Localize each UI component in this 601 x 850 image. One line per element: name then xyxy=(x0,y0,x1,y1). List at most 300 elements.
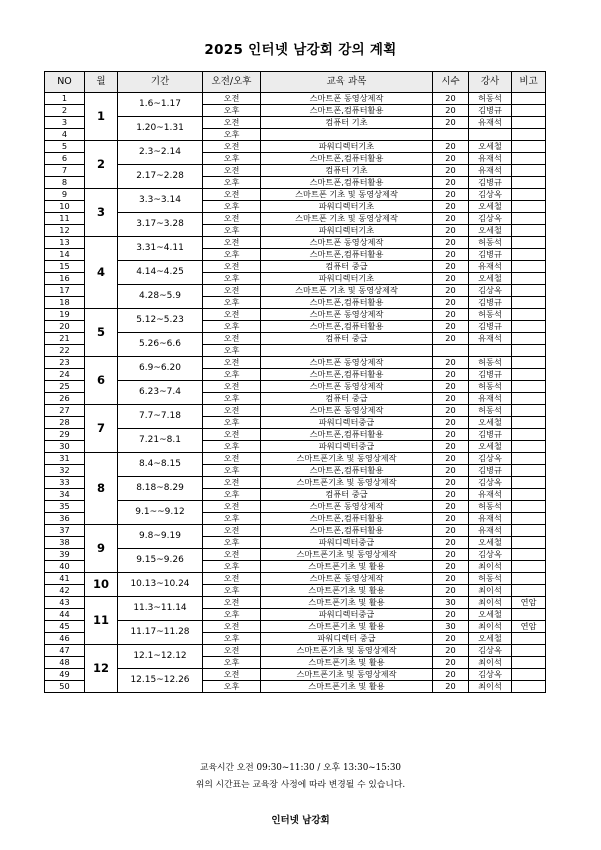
subject-cell: 스마트폰,컴퓨터활용 xyxy=(261,249,433,261)
subject-cell: 컴퓨터 기초 xyxy=(261,165,433,177)
instructor-cell: 오세철 xyxy=(469,273,512,285)
instructor-cell: 김상옥 xyxy=(469,549,512,561)
ampm-cell: 오전 xyxy=(203,429,261,441)
hours-cell: 30 xyxy=(433,597,469,609)
hours-cell: 20 xyxy=(433,141,469,153)
row-number: 2 xyxy=(45,105,85,117)
subject-cell: 스마트폰,컴퓨터활용 xyxy=(261,465,433,477)
instructor-cell xyxy=(469,129,512,141)
note-cell xyxy=(512,249,546,261)
header-row xyxy=(45,72,546,93)
instructor-cell: 허동석 xyxy=(469,405,512,417)
subject-cell: 컴퓨터 중급 xyxy=(261,393,433,405)
hours-cell: 20 xyxy=(433,573,469,585)
note-cell xyxy=(512,93,546,105)
subject-cell: 스마트폰,컴퓨터활용 xyxy=(261,177,433,189)
table-row xyxy=(45,213,546,225)
row-number: 15 xyxy=(45,261,85,273)
instructor-cell: 김상옥 xyxy=(469,285,512,297)
table-row xyxy=(45,501,546,513)
note-cell xyxy=(512,141,546,153)
subject-cell: 스마트폰기초 및 활용 xyxy=(261,561,433,573)
subject-cell: 파워디렉터중급 xyxy=(261,537,433,549)
note-cell xyxy=(512,633,546,645)
row-number: 33 xyxy=(45,477,85,489)
subject-cell: 스마트폰 기초 및 동영상제작 xyxy=(261,189,433,201)
table-row xyxy=(45,381,546,393)
table-row xyxy=(45,429,546,441)
period-cell: 7.21~8.1 xyxy=(118,429,203,453)
note-cell xyxy=(512,429,546,441)
subject-cell: 스마트폰 동영상제작 xyxy=(261,237,433,249)
table-row xyxy=(45,645,546,657)
row-number: 30 xyxy=(45,441,85,453)
hours-cell: 20 xyxy=(433,93,469,105)
row-number: 32 xyxy=(45,465,85,477)
hours-cell: 20 xyxy=(433,657,469,669)
hours-cell: 20 xyxy=(433,213,469,225)
period-cell: 12.15~12.26 xyxy=(118,669,203,693)
instructor-cell: 유재석 xyxy=(469,333,512,345)
note-cell xyxy=(512,177,546,189)
ampm-cell: 오전 xyxy=(203,93,261,105)
note-cell xyxy=(512,477,546,489)
month-cell: 12 xyxy=(85,645,118,693)
note-cell xyxy=(512,225,546,237)
hours-cell: 20 xyxy=(433,633,469,645)
page-title: 2025 인터넷 남강회 강의 계획 xyxy=(204,42,397,58)
note-cell xyxy=(512,537,546,549)
table-row xyxy=(45,405,546,417)
hours-cell: 20 xyxy=(433,609,469,621)
ampm-cell: 오후 xyxy=(203,153,261,165)
ampm-cell: 오전 xyxy=(203,501,261,513)
ampm-cell: 오전 xyxy=(203,117,261,129)
hours-cell: 20 xyxy=(433,429,469,441)
hours-cell: 20 xyxy=(433,105,469,117)
hours-cell: 20 xyxy=(433,585,469,597)
period-cell: 9.1~~9.12 xyxy=(118,501,203,525)
ampm-cell: 오전 xyxy=(203,645,261,657)
hours-cell: 20 xyxy=(433,501,469,513)
ampm-cell: 오후 xyxy=(203,633,261,645)
instructor-cell: 김상옥 xyxy=(469,645,512,657)
row-number: 25 xyxy=(45,381,85,393)
month-cell: 4 xyxy=(85,237,118,309)
header-note: 비고 xyxy=(512,72,546,93)
note-cell xyxy=(512,609,546,621)
instructor-cell: 김상옥 xyxy=(469,453,512,465)
subject-cell: 스마트폰 동영상제작 xyxy=(261,573,433,585)
instructor-cell: 김병규 xyxy=(469,177,512,189)
hours-cell: 20 xyxy=(433,405,469,417)
subject-cell: 스마트폰기초 및 활용 xyxy=(261,681,433,693)
ampm-cell: 오후 xyxy=(203,465,261,477)
ampm-cell: 오전 xyxy=(203,213,261,225)
instructor-cell: 유재석 xyxy=(469,489,512,501)
ampm-cell: 오후 xyxy=(203,105,261,117)
row-number: 17 xyxy=(45,285,85,297)
hours-cell: 20 xyxy=(433,441,469,453)
row-number: 45 xyxy=(45,621,85,633)
row-number: 23 xyxy=(45,357,85,369)
note-cell xyxy=(512,369,546,381)
instructor-cell: 김상옥 xyxy=(469,477,512,489)
instructor-cell: 김병규 xyxy=(469,369,512,381)
row-number: 3 xyxy=(45,117,85,129)
table-row xyxy=(45,333,546,345)
period-cell: 10.13~10.24 xyxy=(118,573,203,597)
instructor-cell: 최이석 xyxy=(469,681,512,693)
ampm-cell: 오전 xyxy=(203,621,261,633)
period-cell: 6.23~7.4 xyxy=(118,381,203,405)
table-row xyxy=(45,549,546,561)
header-no: NO xyxy=(45,72,85,93)
hours-cell: 20 xyxy=(433,681,469,693)
instructor-cell: 김병규 xyxy=(469,429,512,441)
note-cell xyxy=(512,237,546,249)
ampm-cell: 오전 xyxy=(203,453,261,465)
table-row xyxy=(45,237,546,249)
row-number: 27 xyxy=(45,405,85,417)
hours-cell: 20 xyxy=(433,165,469,177)
row-number: 35 xyxy=(45,501,85,513)
subject-cell: 파워디렉터 중급 xyxy=(261,633,433,645)
row-number: 44 xyxy=(45,609,85,621)
instructor-cell: 김병규 xyxy=(469,465,512,477)
table-row xyxy=(45,285,546,297)
instructor-cell: 유재석 xyxy=(469,261,512,273)
ampm-cell: 오후 xyxy=(203,201,261,213)
period-cell: 2.17~2.28 xyxy=(118,165,203,189)
subject-cell: 스마트폰 동영상제작 xyxy=(261,405,433,417)
row-number: 40 xyxy=(45,561,85,573)
period-cell: 1.20~1.31 xyxy=(118,117,203,141)
ampm-cell: 오전 xyxy=(203,405,261,417)
note-cell xyxy=(512,453,546,465)
subject-cell: 파워디렉터기초 xyxy=(261,273,433,285)
ampm-cell: 오후 xyxy=(203,441,261,453)
table-row xyxy=(45,525,546,537)
subject-cell: 스마트폰기초 및 동영상제작 xyxy=(261,477,433,489)
period-cell: 3.31~4.11 xyxy=(118,237,203,261)
row-number: 1 xyxy=(45,93,85,105)
subject-cell: 파워디렉터기초 xyxy=(261,201,433,213)
subject-cell: 컴퓨터 기초 xyxy=(261,117,433,129)
note-cell xyxy=(512,261,546,273)
subject-cell: 스마트폰,컴퓨터활용 xyxy=(261,105,433,117)
row-number: 37 xyxy=(45,525,85,537)
subject-cell: 스마트폰기초 및 활용 xyxy=(261,621,433,633)
instructor-cell: 오세철 xyxy=(469,201,512,213)
subject-cell: 스마트폰기초 및 동영상제작 xyxy=(261,549,433,561)
hours-cell: 20 xyxy=(433,513,469,525)
period-cell: 8.18~8.29 xyxy=(118,477,203,501)
subject-cell: 스마트폰,컴퓨터활용 xyxy=(261,525,433,537)
subject-cell: 파워디렉터중급 xyxy=(261,441,433,453)
ampm-cell: 오후 xyxy=(203,393,261,405)
row-number: 31 xyxy=(45,453,85,465)
note-cell xyxy=(512,285,546,297)
row-number: 19 xyxy=(45,309,85,321)
ampm-cell: 오전 xyxy=(203,237,261,249)
row-number: 48 xyxy=(45,657,85,669)
hours-cell: 20 xyxy=(433,273,469,285)
ampm-cell: 오전 xyxy=(203,285,261,297)
ampm-cell: 오후 xyxy=(203,129,261,141)
note-cell xyxy=(512,657,546,669)
note-cell xyxy=(512,333,546,345)
hours-cell: 20 xyxy=(433,645,469,657)
note-cell xyxy=(512,501,546,513)
ampm-cell: 오전 xyxy=(203,597,261,609)
hours-cell: 20 xyxy=(433,393,469,405)
ampm-cell: 오후 xyxy=(203,561,261,573)
month-cell: 8 xyxy=(85,453,118,525)
note-cell xyxy=(512,273,546,285)
period-cell: 9.8~9.19 xyxy=(118,525,203,549)
note-cell xyxy=(512,153,546,165)
note-cell xyxy=(512,465,546,477)
row-number: 36 xyxy=(45,513,85,525)
hours-cell: 20 xyxy=(433,153,469,165)
subject-cell: 스마트폰 동영상제작 xyxy=(261,381,433,393)
row-number: 47 xyxy=(45,645,85,657)
row-number: 50 xyxy=(45,681,85,693)
instructor-cell: 오세철 xyxy=(469,225,512,237)
subject-cell: 파워디렉터기초 xyxy=(261,141,433,153)
ampm-cell: 오후 xyxy=(203,321,261,333)
period-cell: 11.3~11.14 xyxy=(118,597,203,621)
row-number: 4 xyxy=(45,129,85,141)
note-cell xyxy=(512,489,546,501)
month-cell: 9 xyxy=(85,525,118,573)
hours-cell: 20 xyxy=(433,561,469,573)
header-ampm: 오전/오후 xyxy=(203,72,261,93)
table-row xyxy=(45,597,546,609)
note-cell xyxy=(512,297,546,309)
period-cell: 12.1~12.12 xyxy=(118,645,203,669)
header-instructor: 강사 xyxy=(469,72,512,93)
instructor-cell: 유재석 xyxy=(469,117,512,129)
table-row xyxy=(45,669,546,681)
subject-cell: 컴퓨터 중급 xyxy=(261,489,433,501)
note-cell xyxy=(512,393,546,405)
instructor-cell: 허동석 xyxy=(469,237,512,249)
instructor-cell: 최이석 xyxy=(469,585,512,597)
month-cell: 10 xyxy=(85,573,118,597)
row-number: 21 xyxy=(45,333,85,345)
hours-cell: 20 xyxy=(433,549,469,561)
subject-cell: 스마트폰기초 및 동영상제작 xyxy=(261,645,433,657)
ampm-cell: 오후 xyxy=(203,297,261,309)
period-cell: 6.9~6.20 xyxy=(118,357,203,381)
month-cell: 3 xyxy=(85,189,118,237)
hours-cell: 20 xyxy=(433,537,469,549)
note-cell xyxy=(512,117,546,129)
hours-cell: 20 xyxy=(433,189,469,201)
instructor-cell: 김상옥 xyxy=(469,669,512,681)
subject-cell: 스마트폰,컴퓨터활용 xyxy=(261,513,433,525)
ampm-cell: 오전 xyxy=(203,333,261,345)
note-cell xyxy=(512,309,546,321)
period-cell: 8.4~8.15 xyxy=(118,453,203,477)
period-cell: 11.17~11.28 xyxy=(118,621,203,645)
organization-name: 인터넷 남강회 xyxy=(271,815,330,826)
ampm-cell: 오후 xyxy=(203,681,261,693)
hours-cell: 20 xyxy=(433,669,469,681)
table-row xyxy=(45,621,546,633)
row-number: 29 xyxy=(45,429,85,441)
period-cell: 5.26~6.6 xyxy=(118,333,203,357)
note-cell xyxy=(512,525,546,537)
note-cell xyxy=(512,645,546,657)
month-cell: 11 xyxy=(85,597,118,645)
row-number: 20 xyxy=(45,321,85,333)
subject-cell: 스마트폰기초 및 활용 xyxy=(261,585,433,597)
period-cell: 4.28~5.9 xyxy=(118,285,203,309)
instructor-cell xyxy=(469,345,512,357)
instructor-cell: 유재석 xyxy=(469,165,512,177)
row-number: 5 xyxy=(45,141,85,153)
note-cell xyxy=(512,129,546,141)
month-cell: 1 xyxy=(85,93,118,141)
note-cell xyxy=(512,573,546,585)
row-number: 39 xyxy=(45,549,85,561)
ampm-cell: 오전 xyxy=(203,189,261,201)
table-row xyxy=(45,453,546,465)
ampm-cell: 오전 xyxy=(203,357,261,369)
hours-cell: 30 xyxy=(433,621,469,633)
ampm-cell: 오전 xyxy=(203,165,261,177)
ampm-cell: 오전 xyxy=(203,141,261,153)
hours-cell: 20 xyxy=(433,477,469,489)
subject-cell xyxy=(261,129,433,141)
notes xyxy=(0,760,601,794)
subject-cell: 스마트폰,컴퓨터활용 xyxy=(261,153,433,165)
ampm-cell: 오후 xyxy=(203,345,261,357)
hours-cell: 20 xyxy=(433,357,469,369)
note-cell xyxy=(512,189,546,201)
hours-cell xyxy=(433,129,469,141)
subject-cell: 스마트폰 동영상제작 xyxy=(261,501,433,513)
subject-cell: 파워디렉터중급 xyxy=(261,417,433,429)
month-cell: 7 xyxy=(85,405,118,453)
hours-cell: 20 xyxy=(433,465,469,477)
hours-cell: 20 xyxy=(433,525,469,537)
table-row xyxy=(45,309,546,321)
table-row xyxy=(45,93,546,105)
instructor-cell: 최이석 xyxy=(469,561,512,573)
ampm-cell: 오후 xyxy=(203,249,261,261)
period-cell: 9.15~9.26 xyxy=(118,549,203,573)
instructor-cell: 오세철 xyxy=(469,609,512,621)
ampm-cell: 오전 xyxy=(203,309,261,321)
row-number: 22 xyxy=(45,345,85,357)
hours-cell: 20 xyxy=(433,489,469,501)
schedule-table xyxy=(44,71,546,693)
ampm-cell: 오후 xyxy=(203,369,261,381)
row-number: 24 xyxy=(45,369,85,381)
ampm-cell: 오전 xyxy=(203,525,261,537)
note-cell xyxy=(512,345,546,357)
ampm-cell: 오전 xyxy=(203,669,261,681)
subject-cell: 스마트폰기초 및 동영상제작 xyxy=(261,453,433,465)
ampm-cell: 오후 xyxy=(203,513,261,525)
ampm-cell: 오전 xyxy=(203,549,261,561)
hours-cell: 20 xyxy=(433,309,469,321)
ampm-cell: 오전 xyxy=(203,573,261,585)
subject-cell: 스마트폰,컴퓨터활용 xyxy=(261,321,433,333)
instructor-cell: 유재석 xyxy=(469,525,512,537)
row-number: 38 xyxy=(45,537,85,549)
note-cell xyxy=(512,681,546,693)
note-cell xyxy=(512,105,546,117)
period-cell: 2.3~2.14 xyxy=(118,141,203,165)
row-number: 10 xyxy=(45,201,85,213)
row-number: 12 xyxy=(45,225,85,237)
row-number: 42 xyxy=(45,585,85,597)
instructor-cell: 오세철 xyxy=(469,141,512,153)
subject-cell: 스마트폰 동영상제작 xyxy=(261,309,433,321)
header-subject: 교육 과목 xyxy=(261,72,433,93)
instructor-cell: 허동석 xyxy=(469,93,512,105)
row-number: 41 xyxy=(45,573,85,585)
note-cell xyxy=(512,357,546,369)
note-cell xyxy=(512,405,546,417)
instructor-cell: 김상옥 xyxy=(469,189,512,201)
subject-cell: 스마트폰 기초 및 동영상제작 xyxy=(261,285,433,297)
table-row xyxy=(45,141,546,153)
table-row xyxy=(45,261,546,273)
note-cell xyxy=(512,585,546,597)
note-cell: 연암 xyxy=(512,597,546,609)
row-number: 14 xyxy=(45,249,85,261)
instructor-cell: 허동석 xyxy=(469,381,512,393)
subject-cell: 스마트폰기초 및 활용 xyxy=(261,657,433,669)
subject-cell: 스마트폰기초 및 동영상제작 xyxy=(261,669,433,681)
subject-cell: 컴퓨터 중급 xyxy=(261,333,433,345)
instructor-cell: 최이석 xyxy=(469,621,512,633)
ampm-cell: 오후 xyxy=(203,417,261,429)
ampm-cell: 오후 xyxy=(203,537,261,549)
instructor-cell: 김병규 xyxy=(469,249,512,261)
subject-cell: 스마트폰 동영상제작 xyxy=(261,93,433,105)
instructor-cell: 김병규 xyxy=(469,297,512,309)
instructor-cell: 최이석 xyxy=(469,597,512,609)
subject-cell: 스마트폰기초 및 활용 xyxy=(261,597,433,609)
hours-cell: 20 xyxy=(433,381,469,393)
hours-cell: 20 xyxy=(433,117,469,129)
subject-cell: 스마트폰,컴퓨터활용 xyxy=(261,429,433,441)
row-number: 49 xyxy=(45,669,85,681)
subject-cell: 파워디렉터기초 xyxy=(261,225,433,237)
hours-cell: 20 xyxy=(433,417,469,429)
header-hours: 시수 xyxy=(433,72,469,93)
ampm-cell: 오후 xyxy=(203,489,261,501)
ampm-cell: 오후 xyxy=(203,657,261,669)
instructor-cell: 최이석 xyxy=(469,657,512,669)
instructor-cell: 오세철 xyxy=(469,633,512,645)
row-number: 9 xyxy=(45,189,85,201)
table-row xyxy=(45,573,546,585)
ampm-cell: 오후 xyxy=(203,273,261,285)
change-notice: 위의 시간표는 교육장 사정에 따라 변경될 수 있습니다. xyxy=(195,780,406,790)
note-cell xyxy=(512,561,546,573)
table-row xyxy=(45,117,546,129)
note-cell xyxy=(512,513,546,525)
row-number: 6 xyxy=(45,153,85,165)
